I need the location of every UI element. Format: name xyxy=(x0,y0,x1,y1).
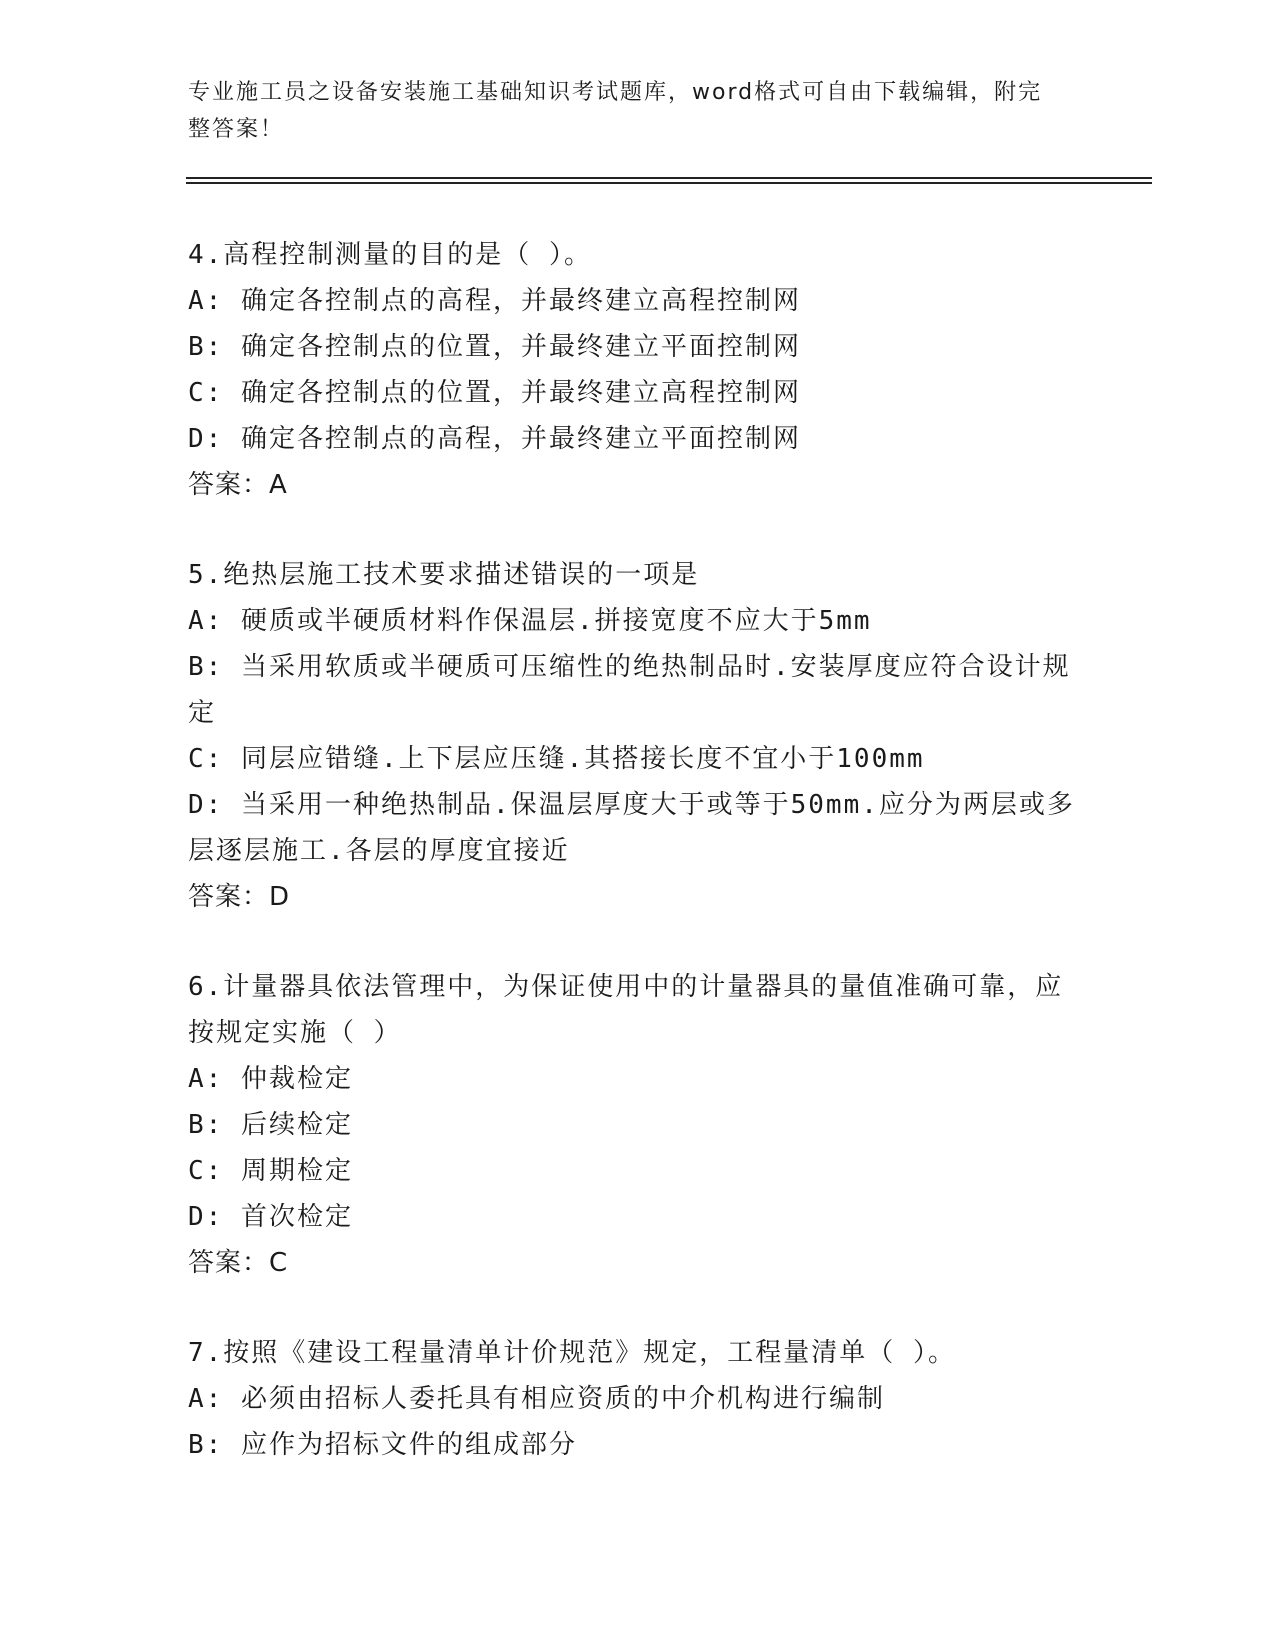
option-a: A: 仲裁检定 xyxy=(188,1064,353,1094)
question-4 xyxy=(188,232,1088,508)
option-c: C: 同层应错缝.上下层应压缝.其搭接长度不宜小于100mm xyxy=(188,744,925,774)
answer: 答案：C xyxy=(188,1248,289,1278)
option-a: A: 硬质或半硬质材料作保温层.拼接宽度不应大于5mm xyxy=(188,606,872,636)
option-b: B: 后续检定 xyxy=(188,1110,353,1140)
option-c: C: 周期检定 xyxy=(188,1156,353,1186)
question-stem: 7.按照《建设工程量清单计价规范》规定，工程量清单（ ）。 xyxy=(188,1338,956,1368)
header-line-2: 整答案！ xyxy=(188,117,285,142)
option-c: C: 确定各控制点的位置，并最终建立高程控制网 xyxy=(188,378,801,408)
option-d: D: 首次检定 xyxy=(188,1202,353,1232)
question-7 xyxy=(188,1330,1088,1468)
question-stem: 5.绝热层施工技术要求描述错误的一项是 xyxy=(188,560,700,590)
option-a: A: 确定各控制点的高程，并最终建立高程控制网 xyxy=(188,286,801,316)
option-b: B: 确定各控制点的位置，并最终建立平面控制网 xyxy=(188,332,801,362)
question-stem: 4.高程控制测量的目的是（ ）。 xyxy=(188,240,592,270)
option-d: D: 确定各控制点的高程，并最终建立平面控制网 xyxy=(188,424,801,454)
question-list xyxy=(188,232,1088,1512)
question-5 xyxy=(188,552,1088,920)
answer: 答案：D xyxy=(188,882,291,912)
option-d: D: 当采用一种绝热制品.保温层厚度大于或等于50mm.应分为两层或多层逐层施工.各层的厚度宜接近 xyxy=(188,790,1075,866)
option-b: B: 应作为招标文件的组成部分 xyxy=(188,1430,577,1460)
header-rule-top xyxy=(186,177,1152,179)
document-header xyxy=(188,74,1068,148)
header-line-1: 专业施工员之设备安装施工基础知识考试题库，word格式可自由下载编辑，附完 xyxy=(188,80,1043,105)
answer: 答案：A xyxy=(188,470,288,500)
header-rule-bottom xyxy=(186,182,1152,184)
option-a: A: 必须由招标人委托具有相应资质的中介机构进行编制 xyxy=(188,1384,885,1414)
question-stem: 6.计量器具依法管理中，为保证使用中的计量器具的量值准确可靠，应按规定实施（ ） xyxy=(188,972,1064,1048)
option-b: B: 当采用软质或半硬质可压缩性的绝热制品时.安装厚度应符合设计规定 xyxy=(188,652,1071,728)
question-6 xyxy=(188,964,1088,1286)
